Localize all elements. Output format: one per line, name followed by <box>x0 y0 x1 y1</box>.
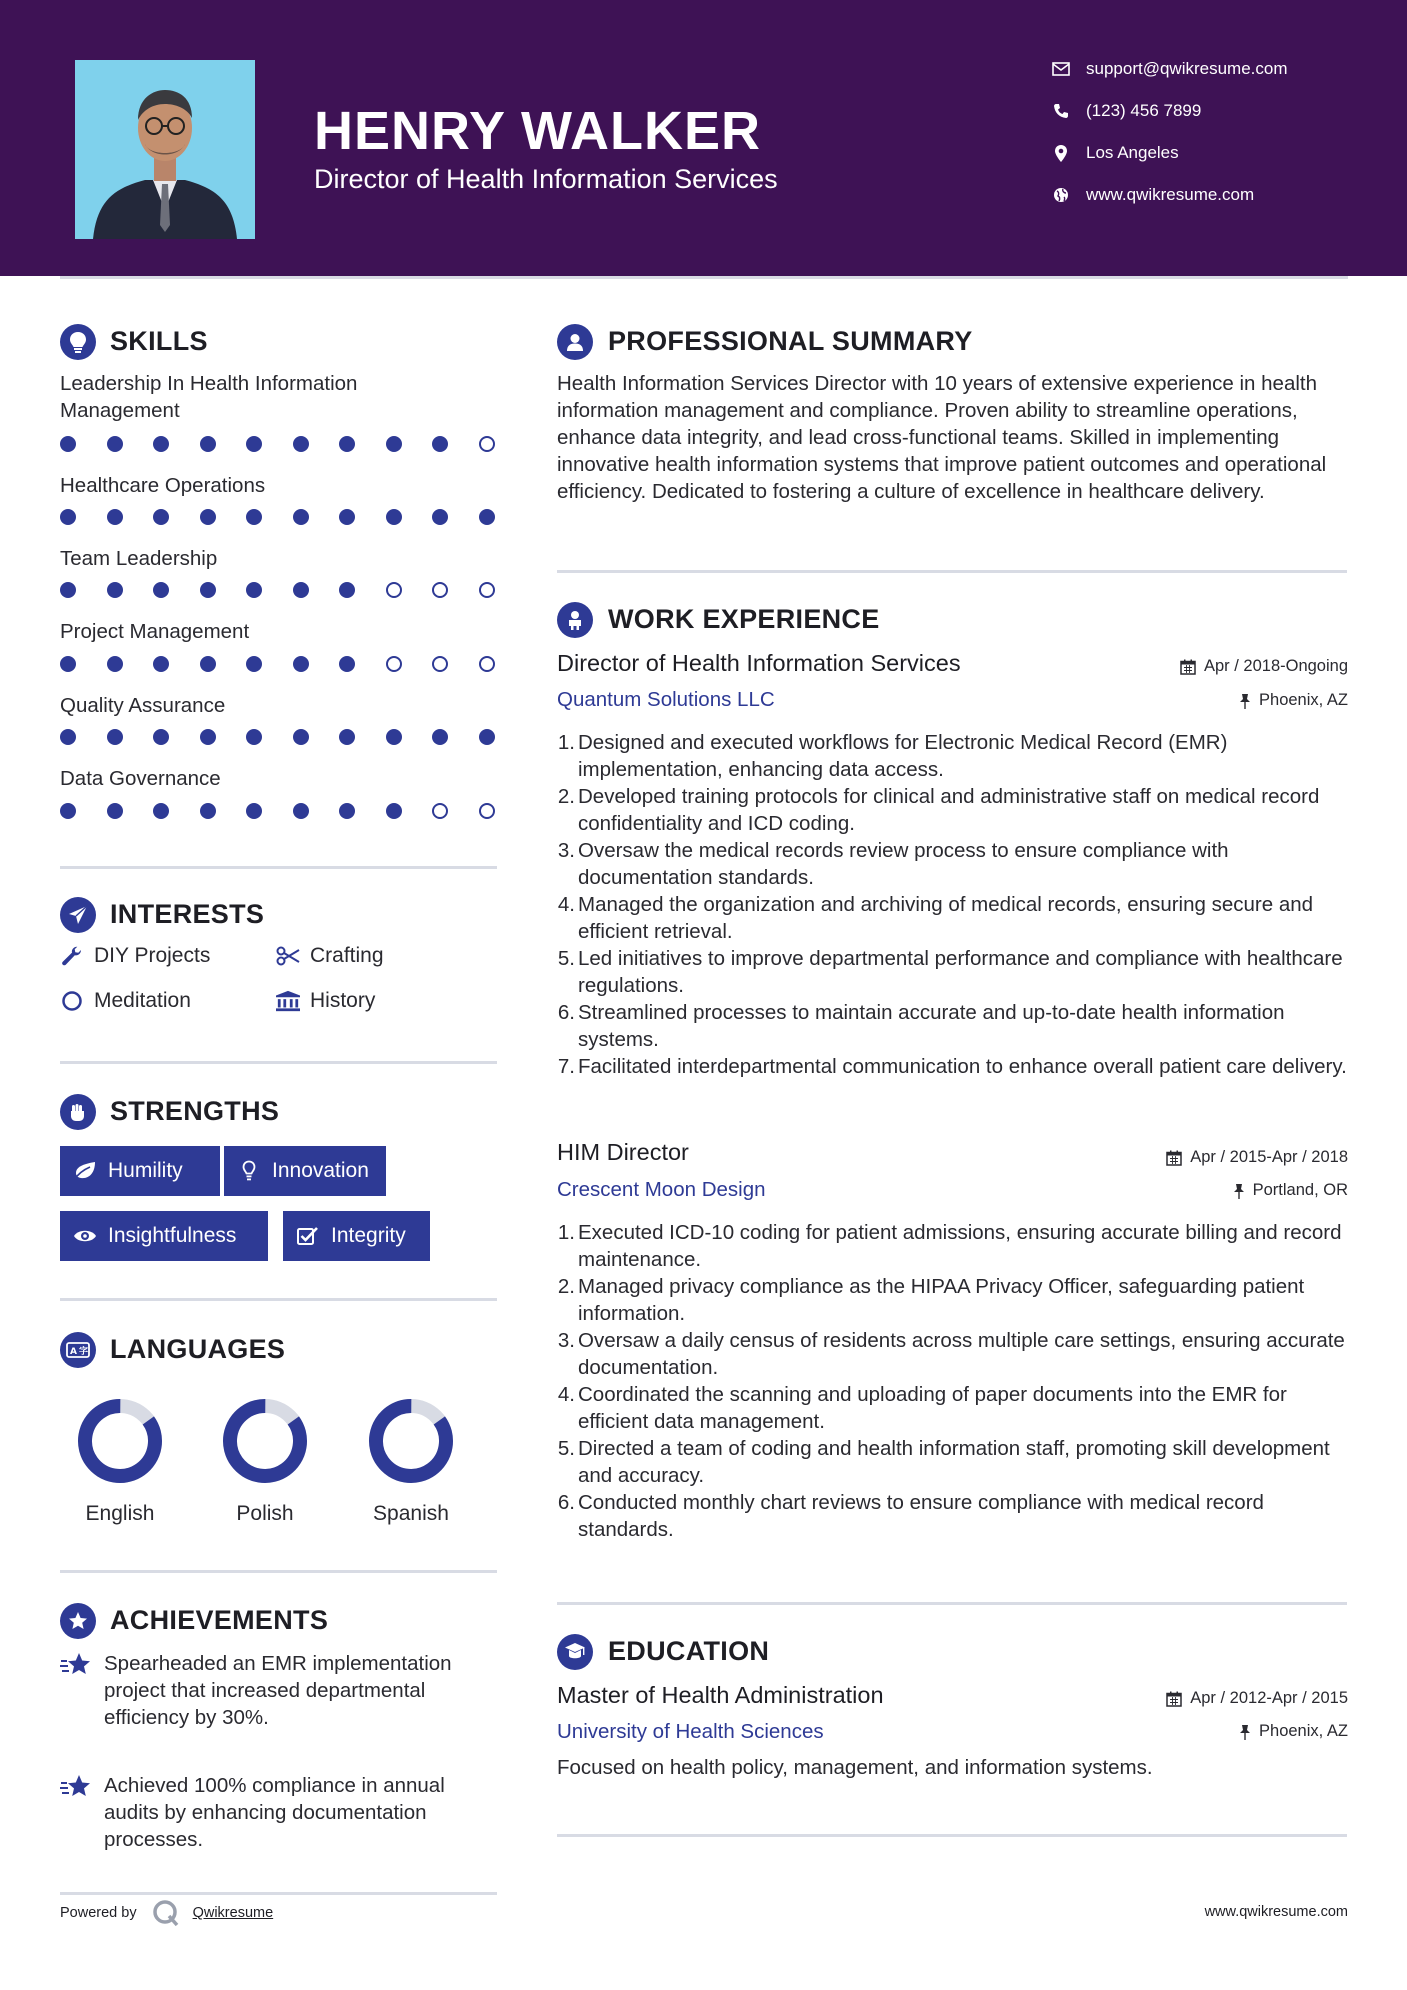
job-bullet <box>552 891 1347 945</box>
rating-dot-filled <box>432 729 448 745</box>
language-item <box>195 1396 335 1526</box>
bullet-number: 2. <box>557 785 575 808</box>
bullet-number: 2. <box>557 1275 575 1298</box>
language-name: English <box>85 1502 155 1525</box>
section-divider <box>60 1570 497 1573</box>
rating-dot-filled <box>107 803 123 819</box>
job-location: Portland, OR <box>1233 1181 1348 1200</box>
skill-name: Leadership In Health Information Management <box>60 372 358 422</box>
rating-dot-filled <box>293 436 309 452</box>
rating-dot-empty <box>479 436 495 452</box>
education-description: Focused on health policy, management, and information systems. <box>557 1756 1153 1779</box>
job-bullet <box>552 837 1347 891</box>
section-divider <box>60 866 497 869</box>
experience-heading: WORK EXPERIENCE <box>608 604 880 634</box>
rating-dot-filled <box>339 803 355 819</box>
skill-rating <box>60 656 525 672</box>
rating-dot-filled <box>339 729 355 745</box>
skill-name: Team Leadership <box>60 547 218 570</box>
rating-dot-filled <box>200 509 216 525</box>
achievement-item <box>60 1772 500 1853</box>
job-title: Director of Health Information Services <box>557 650 961 676</box>
section-divider <box>60 1298 497 1301</box>
museum-icon <box>276 989 300 1013</box>
rating-dot-filled <box>246 436 262 452</box>
rating-dot-filled <box>60 656 76 672</box>
degree-title: Master of Health Administration <box>557 1682 884 1708</box>
bullet-text: Coordinated the scanning and uploading of paper documents into the EMR for efficient data management. <box>578 1383 1287 1433</box>
job-location: Phoenix, AZ <box>1239 691 1348 710</box>
bullet-text: Conducted monthly chart reviews to ensure compliance with medical record standards. <box>578 1491 1264 1541</box>
rating-dot-filled <box>293 656 309 672</box>
rating-dot-filled <box>153 656 169 672</box>
rating-dot-filled <box>479 509 495 525</box>
company-name: Crescent Moon Design <box>557 1178 766 1201</box>
bullet-text: Streamlined processes to maintain accurate and up-to-date health information systems. <box>578 1001 1285 1051</box>
rating-dot-empty <box>479 656 495 672</box>
job-bullet <box>552 729 1347 783</box>
job-bullet <box>552 1219 1347 1273</box>
rating-dot-filled <box>432 436 448 452</box>
ring-fill <box>220 1396 310 1486</box>
language-proficiency-ring <box>220 1396 310 1486</box>
bullet-text: Managed privacy compliance as the HIPAA Privacy Officer, safeguarding patient information. <box>578 1275 1305 1325</box>
rating-dot-filled <box>293 729 309 745</box>
bullet-number: 6. <box>557 1001 575 1024</box>
rating-dot-empty <box>386 582 402 598</box>
rating-dot-filled <box>107 509 123 525</box>
rating-dot-filled <box>60 509 76 525</box>
rating-dot-filled <box>60 582 76 598</box>
rating-dot-filled <box>60 803 76 819</box>
bullet-number: 5. <box>557 1437 575 1460</box>
rating-dot-filled <box>386 509 402 525</box>
candidate-name: HENRY WALKER <box>314 101 762 161</box>
bullet-number: 3. <box>557 1329 575 1352</box>
rating-dot-filled <box>386 803 402 819</box>
pushpin-icon <box>1239 693 1251 709</box>
rating-dot-filled <box>246 656 262 672</box>
rating-dot-filled <box>60 729 76 745</box>
rating-dot-filled <box>293 582 309 598</box>
skill-rating <box>60 436 525 452</box>
strengths-heading: STRENGTHS <box>110 1096 280 1126</box>
bullet-number: 6. <box>557 1491 575 1514</box>
rating-dot-filled <box>246 803 262 819</box>
job-bullets <box>552 1219 1347 1543</box>
rating-dot-filled <box>293 803 309 819</box>
rating-dot-filled <box>107 436 123 452</box>
skill-rating <box>60 729 525 745</box>
globe-icon <box>1050 184 1072 206</box>
language-item <box>341 1396 481 1526</box>
ring-fill <box>366 1396 456 1486</box>
company-name: Quantum Solutions LLC <box>557 688 775 711</box>
powered-by: Powered by Qwikresume <box>60 1898 273 1928</box>
languages-heading: LANGUAGES <box>110 1334 286 1364</box>
bullet-number: 5. <box>557 947 575 970</box>
job-title: HIM Director <box>557 1139 689 1165</box>
language-name: Spanish <box>373 1502 449 1525</box>
contact-phone[interactable]: (123) 456 7899 <box>1050 97 1380 125</box>
bullet-number: 1. <box>557 1221 575 1244</box>
bullet-text: Led initiatives to improve departmental performance and compliance with healthcare regulations. <box>578 947 1343 997</box>
lightbulb-icon <box>60 324 96 360</box>
rating-dot-empty <box>432 656 448 672</box>
job-bullet <box>552 1273 1347 1327</box>
eye-icon <box>72 1225 98 1247</box>
job-dates: Apr / 2018-Ongoing <box>1180 657 1348 676</box>
contact-website[interactable]: www.qwikresume.com <box>1050 181 1380 209</box>
rating-dot-filled <box>200 803 216 819</box>
candidate-title: Director of Health Information Services <box>314 164 778 194</box>
language-proficiency-ring <box>366 1396 456 1486</box>
strength-badge: Innovation <box>224 1146 386 1196</box>
wrench-icon <box>60 944 84 968</box>
check-square-icon <box>295 1225 321 1247</box>
rating-dot-filled <box>200 729 216 745</box>
strength-badge: Integrity <box>283 1211 430 1261</box>
bullet-text: Facilitated interdepartmental communication to enhance overall patient care delivery. <box>578 1055 1347 1078</box>
job-bullet <box>552 1327 1347 1381</box>
bullet-text: Designed and executed workflows for Electronic Medical Record (EMR) implementation, enhancing data access. <box>578 731 1228 781</box>
strength-badge: Humility <box>60 1146 220 1196</box>
svg-text:A: A <box>70 1347 77 1357</box>
contact-email[interactable]: support@qwikresume.com <box>1050 55 1380 83</box>
job-bullet <box>552 783 1347 837</box>
bullet-number: 4. <box>557 893 575 916</box>
rating-dot-filled <box>246 582 262 598</box>
section-divider <box>60 1892 497 1895</box>
rating-dot-filled <box>246 729 262 745</box>
star-badge-icon <box>60 1603 96 1639</box>
skill-rating <box>60 803 525 819</box>
envelope-icon <box>1050 58 1072 80</box>
rating-dot-filled <box>339 509 355 525</box>
calendar-icon <box>1180 659 1196 675</box>
bullet-number: 7. <box>557 1055 575 1078</box>
achievement-item <box>60 1650 500 1731</box>
phone-icon <box>1050 100 1072 122</box>
job-bullet <box>552 1381 1347 1435</box>
interest-item: Meditation <box>60 989 191 1013</box>
star-icon <box>60 1772 94 1853</box>
job-bullet <box>552 999 1347 1053</box>
rating-dot-filled <box>246 509 262 525</box>
rating-dot-filled <box>339 436 355 452</box>
rating-dot-filled <box>200 436 216 452</box>
job-bullet <box>552 1489 1347 1543</box>
rating-dot-filled <box>153 803 169 819</box>
header-divider <box>60 276 1348 279</box>
section-divider <box>557 1834 1347 1837</box>
achievement-text: Achieved 100% compliance in annual audits by enhancing documentation processes. <box>104 1774 445 1851</box>
achievement-text: Spearheaded an EMR implementation project that increased departmental efficiency by 30%. <box>104 1652 452 1729</box>
rating-dot-filled <box>200 656 216 672</box>
bullet-text: Directed a team of coding and health information staff, promoting skill development and accuracy. <box>578 1437 1330 1487</box>
rating-dot-empty <box>386 656 402 672</box>
job-bullet <box>552 945 1347 999</box>
graduation-cap-icon <box>557 1634 593 1670</box>
rating-dot-filled <box>153 436 169 452</box>
qwikresume-logo-icon <box>151 1898 181 1928</box>
bullet-text: Oversaw a daily census of residents across multiple care settings, ensuring accurate documentation. <box>578 1329 1345 1379</box>
user-icon <box>557 324 593 360</box>
rating-dot-filled <box>386 729 402 745</box>
paper-plane-icon <box>60 897 96 933</box>
bullet-number: 1. <box>557 731 575 754</box>
resume-header <box>0 0 1407 276</box>
rating-dot-filled <box>107 729 123 745</box>
language-proficiency-ring <box>75 1396 165 1486</box>
summary-text: Health Information Services Director with 10 years of extensive experience in health information management and compliance. Proven ability to streamline operations, enhance data integrity, and lead cross-functional teams. Skilled in implementing innovative health information systems that improve patient outcomes and operational efficiency. Dedicated to fostering a culture of excellence in healthcare delivery. <box>557 372 1327 503</box>
summary-heading: PROFESSIONAL SUMMARY <box>608 326 973 356</box>
achievements-heading: ACHIEVEMENTS <box>110 1605 329 1635</box>
education-heading: EDUCATION <box>608 1636 770 1666</box>
rating-dot-filled <box>479 729 495 745</box>
fist-icon <box>60 1094 96 1130</box>
interest-item: DIY Projects <box>60 944 210 968</box>
bullet-text: Managed the organization and archiving of medical records, ensuring secure and efficient retrieval. <box>578 893 1314 943</box>
calendar-icon <box>1166 1150 1182 1166</box>
rating-dot-filled <box>153 729 169 745</box>
interest-item: History <box>276 989 375 1013</box>
skill-rating <box>60 582 525 598</box>
rating-dot-filled <box>60 436 76 452</box>
bullet-number: 3. <box>557 839 575 862</box>
rating-dot-filled <box>153 509 169 525</box>
rating-dot-empty <box>432 803 448 819</box>
skills-heading: SKILLS <box>110 326 208 356</box>
svg-text:字: 字 <box>79 1347 89 1357</box>
rating-dot-filled <box>107 582 123 598</box>
job-dates: Apr / 2015-Apr / 2018 <box>1166 1148 1348 1167</box>
rating-dot-filled <box>339 582 355 598</box>
section-divider <box>557 570 1347 573</box>
skill-name: Quality Assurance <box>60 694 226 717</box>
education-location: Phoenix, AZ <box>1239 1722 1348 1741</box>
footer-url[interactable]: www.qwikresume.com <box>1204 1904 1348 1920</box>
section-divider <box>557 1602 1347 1605</box>
language-icon <box>60 1332 96 1368</box>
rating-dot-filled <box>153 582 169 598</box>
circle-icon <box>60 989 84 1013</box>
contact-location: Los Angeles <box>1050 139 1380 167</box>
skill-name: Healthcare Operations <box>60 474 266 497</box>
interests-heading: INTERESTS <box>110 899 265 929</box>
pushpin-icon <box>1239 1724 1251 1740</box>
language-name: Polish <box>236 1502 294 1525</box>
pushpin-icon <box>1233 1183 1245 1199</box>
strength-badge: Insightfulness <box>60 1211 268 1261</box>
star-icon <box>60 1650 94 1731</box>
rating-dot-empty <box>432 582 448 598</box>
school-name: University of Health Sciences <box>557 1720 824 1743</box>
rating-dot-empty <box>479 803 495 819</box>
ring-fill <box>75 1396 165 1486</box>
profile-photo <box>75 60 255 239</box>
bullet-text: Executed ICD-10 coding for patient admissions, ensuring accurate billing and record maintenance. <box>578 1221 1342 1271</box>
qwikresume-link[interactable]: Qwikresume <box>192 1905 274 1921</box>
skill-name: Data Governance <box>60 767 221 790</box>
bullet-text: Oversaw the medical records review process to ensure compliance with documentation standards. <box>578 839 1229 889</box>
briefcase-icon <box>557 602 593 638</box>
rating-dot-filled <box>386 436 402 452</box>
rating-dot-filled <box>200 582 216 598</box>
education-dates: Apr / 2012-Apr / 2015 <box>1166 1689 1348 1708</box>
rating-dot-filled <box>339 656 355 672</box>
rating-dot-filled <box>293 509 309 525</box>
job-bullet <box>552 1053 1347 1080</box>
skill-rating <box>60 509 525 525</box>
interest-item: Crafting <box>276 944 384 968</box>
rating-dot-empty <box>479 582 495 598</box>
map-pin-icon <box>1050 142 1072 164</box>
section-divider <box>60 1061 497 1064</box>
rating-dot-filled <box>107 656 123 672</box>
bullet-number: 4. <box>557 1383 575 1406</box>
leaf-icon <box>72 1160 98 1182</box>
job-bullets <box>552 729 1347 1080</box>
skill-name: Project Management <box>60 620 250 643</box>
scissors-icon <box>276 944 300 968</box>
lightbulb-icon <box>236 1160 262 1182</box>
bullet-text: Developed training protocols for clinical and administrative staff on medical record confidentiality and ICD coding. <box>578 785 1320 835</box>
language-item <box>50 1396 190 1526</box>
calendar-icon <box>1166 1691 1182 1707</box>
job-bullet <box>552 1435 1347 1489</box>
rating-dot-filled <box>432 509 448 525</box>
